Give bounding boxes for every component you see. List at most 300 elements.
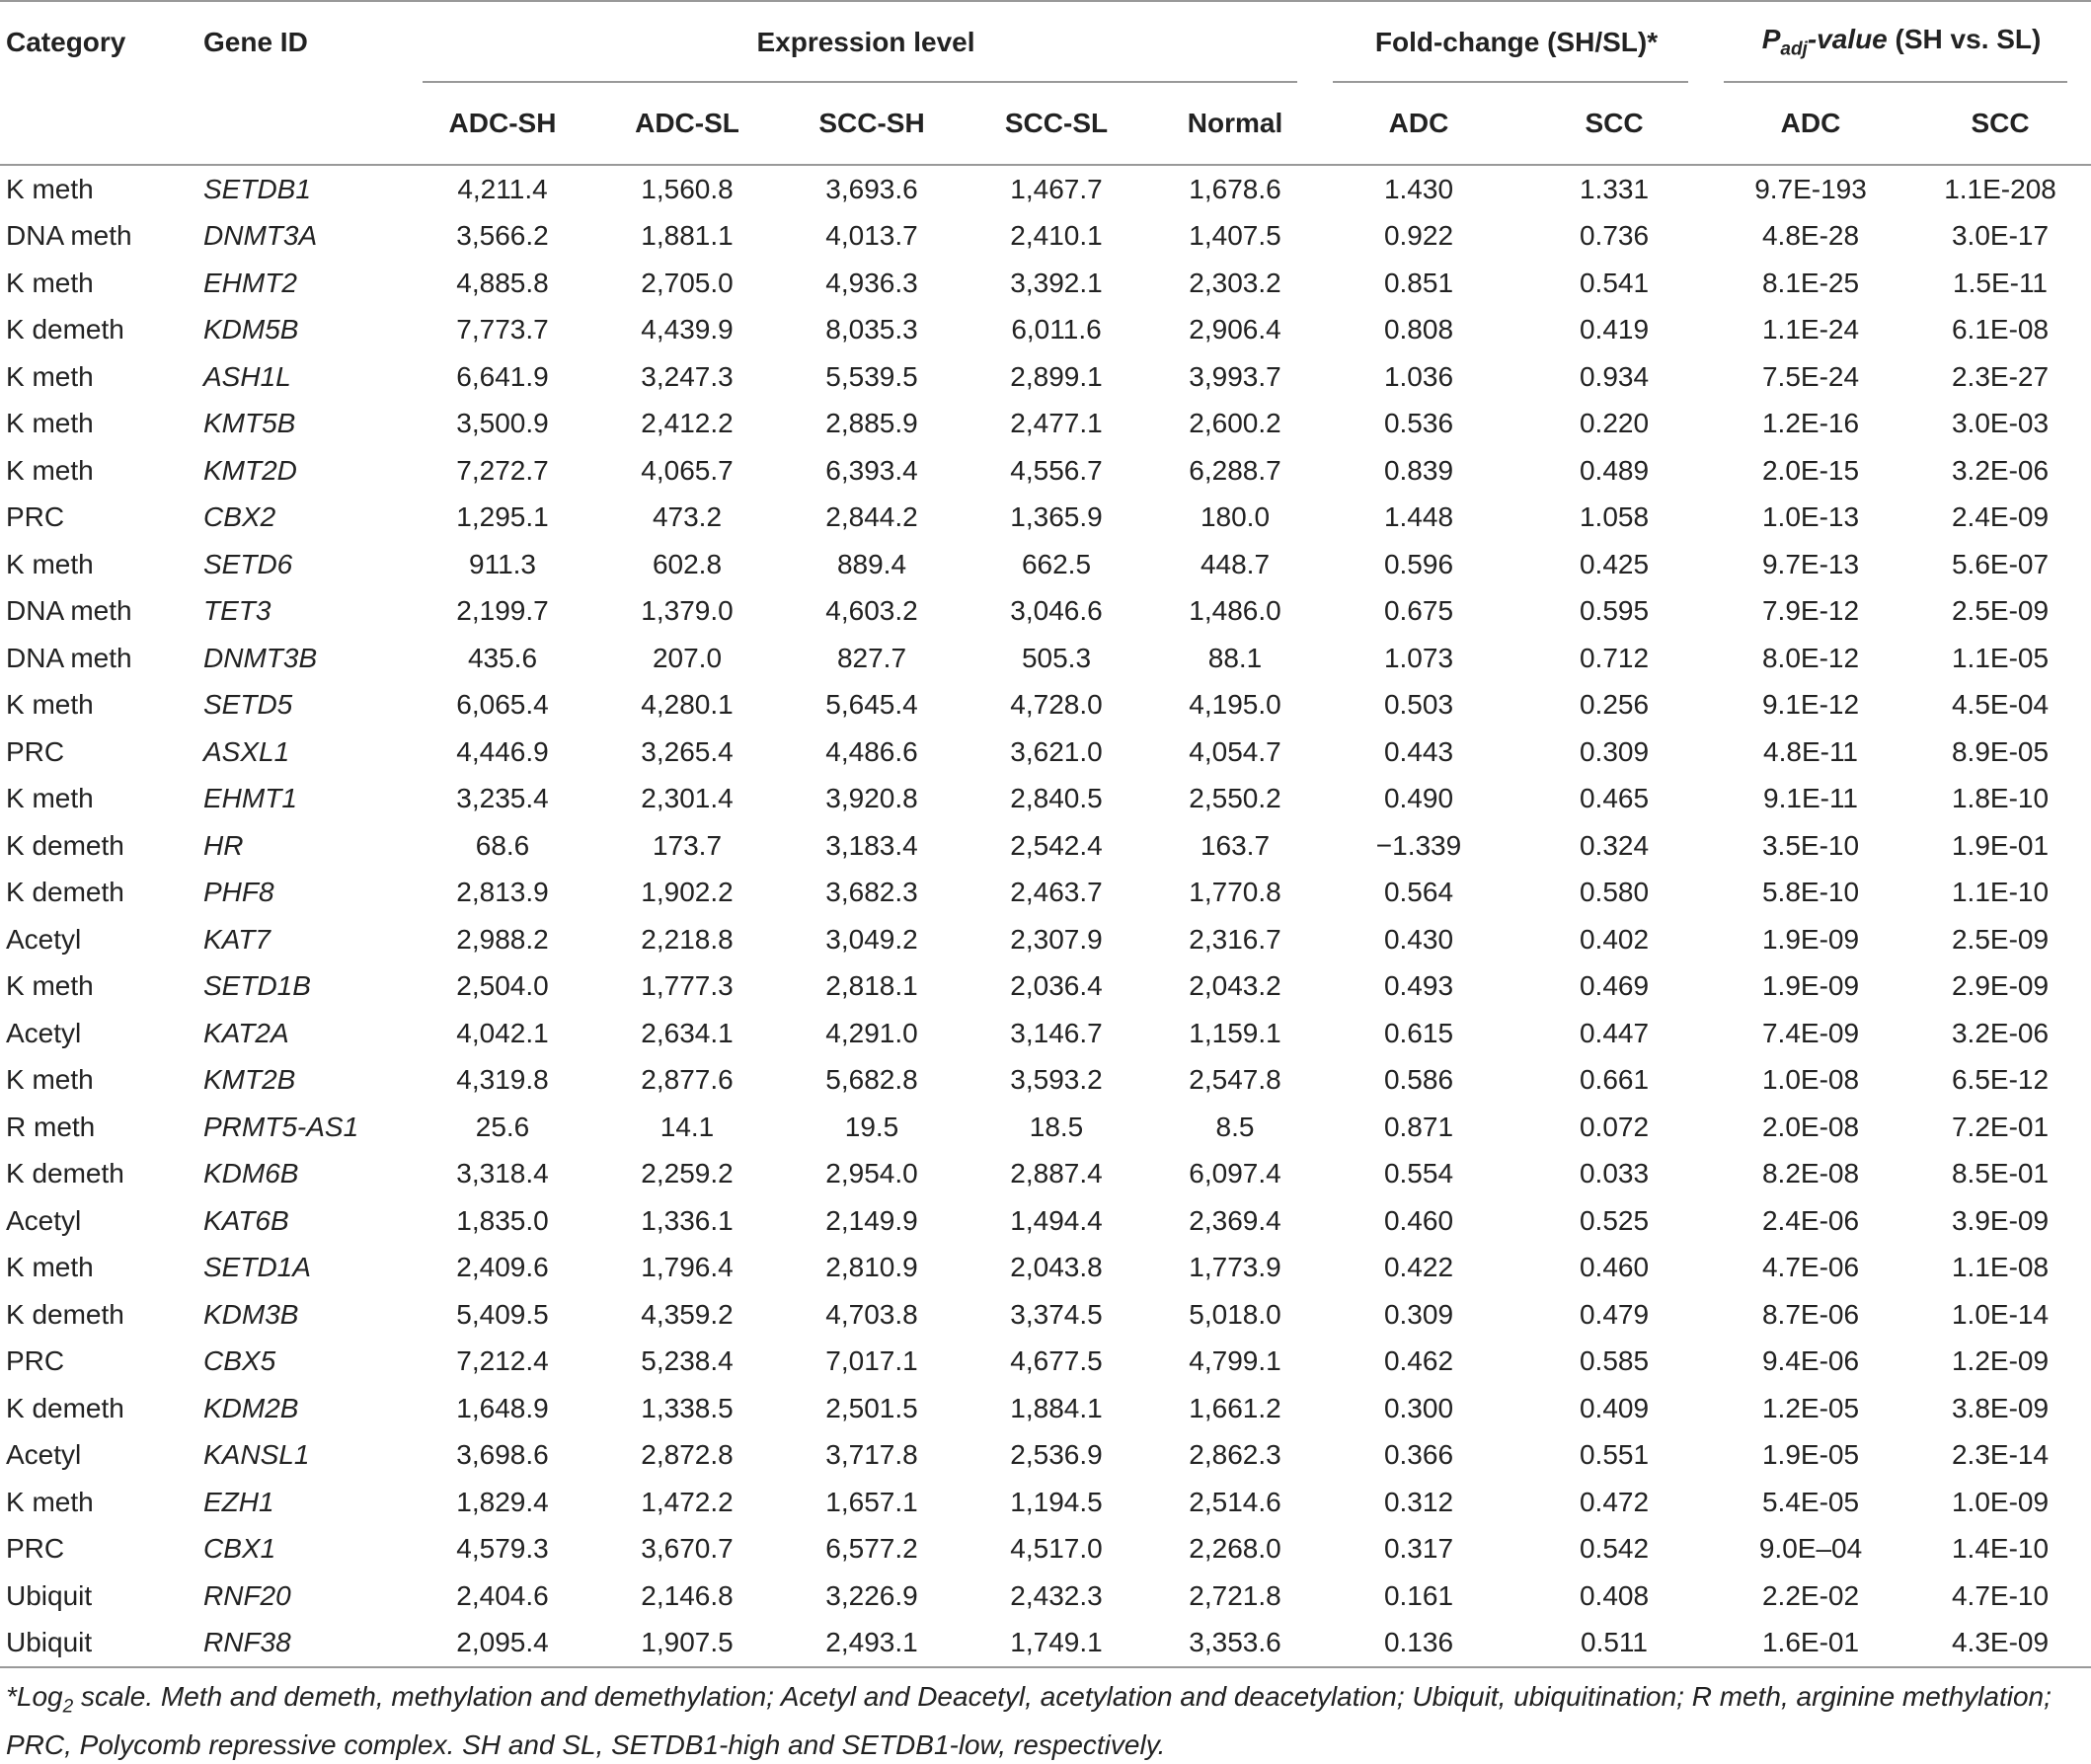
cell-scc-sh: 4,291.0: [825, 1017, 918, 1048]
cell-fc-adc: 0.462: [1383, 1345, 1454, 1377]
cell-normal: 4,195.0: [1189, 689, 1281, 721]
cell-padj-scc: 3.0E-17: [1951, 220, 2050, 252]
cell-normal: 1,661.2: [1189, 1392, 1281, 1423]
cell-adc-sl: 1,902.2: [641, 877, 734, 908]
cell-padj-scc: 4.3E-09: [1909, 1620, 2091, 1668]
cell-adc-sh: 1,295.1: [456, 501, 549, 533]
cell-adc-sh: 435.6: [467, 642, 538, 673]
cell-adc-sh: 2,199.7: [456, 595, 549, 627]
cell-fc-scc: 0.402: [1579, 923, 1650, 955]
cell-fc-scc: 0.425: [1579, 548, 1650, 579]
cell-scc-sl: 2,536.9: [1010, 1439, 1103, 1471]
cell-scc-sl: 3,392.1: [1010, 267, 1103, 298]
cell-scc-sl: 2,887.4: [1010, 1158, 1103, 1189]
cell-fc-adc: 0.851: [1383, 267, 1454, 298]
cell-fc-scc: 0.309: [1579, 735, 1650, 767]
cell-gene-id: KDM6B: [203, 1158, 299, 1189]
cell-scc-sh: 6,577.2: [825, 1533, 918, 1565]
header-gene-id: Gene ID: [199, 1, 411, 83]
cell-fc-scc: 0.511: [1516, 1620, 1712, 1668]
cell-scc-sh: 7,017.1: [825, 1345, 918, 1377]
cell-padj-scc: 8.5E-01: [1951, 1158, 2050, 1189]
cell-scc-sh: 3,682.3: [825, 877, 918, 908]
cell-normal: 2,862.3: [1189, 1439, 1281, 1471]
cell-category: Acetyl: [6, 1439, 82, 1471]
cell-adc-sh: 5,409.5: [456, 1298, 549, 1330]
cell-adc-sh: 6,065.4: [456, 689, 549, 721]
cell-category: DNA meth: [6, 595, 132, 627]
cell-category: Acetyl: [6, 1017, 82, 1048]
cell-padj-adc: 8.7E-06: [1761, 1298, 1860, 1330]
cell-fc-scc: 0.419: [1579, 314, 1650, 345]
cell-category: K demeth: [6, 829, 124, 861]
cell-scc-sl: 4,728.0: [1010, 689, 1103, 721]
table-row: [0, 353, 2091, 401]
cell-adc-sl: 3,265.4: [641, 735, 734, 767]
cell-padj-scc: 2.4E-09: [1951, 501, 2050, 533]
cell-fc-adc: 0.503: [1383, 689, 1454, 721]
cell-padj-adc: 9.1E-12: [1761, 689, 1860, 721]
cell-padj-adc: 7.5E-24: [1761, 360, 1860, 392]
cell-category: K meth: [6, 689, 94, 721]
table-row: [0, 1057, 2091, 1105]
cell-scc-sh: 4,703.8: [825, 1298, 918, 1330]
cell-adc-sh: 4,042.1: [456, 1017, 549, 1048]
cell-fc-adc: 0.366: [1383, 1439, 1454, 1471]
cell-padj-scc: 2.9E-09: [1951, 970, 2050, 1002]
cell-adc-sl: 1,336.1: [641, 1204, 734, 1236]
cell-padj-scc: 1.0E-14: [1951, 1298, 2050, 1330]
cell-scc-sl: 1,365.9: [1010, 501, 1103, 533]
cell-scc-sh: 4,013.7: [825, 220, 918, 252]
cell-scc-sl: 3,621.0: [1010, 735, 1103, 767]
cell-scc-sl: 505.3: [1021, 642, 1092, 673]
cell-scc-sh: 3,183.4: [825, 829, 918, 861]
cell-gene-id: ASH1L: [203, 360, 291, 392]
cell-scc-sh: 2,954.0: [825, 1158, 918, 1189]
cell-padj-adc: 8.2E-08: [1761, 1158, 1860, 1189]
cell-gene-id: CBX5: [203, 1345, 276, 1377]
cell-normal: 2,369.4: [1189, 1204, 1281, 1236]
cell-padj-scc: 1.9E-01: [1951, 829, 2050, 861]
cell-scc-sl: 1,467.7: [1010, 173, 1103, 204]
cell-padj-adc: 7.4E-09: [1761, 1017, 1860, 1048]
cell-adc-sl: 1,881.1: [641, 220, 734, 252]
cell-category: K demeth: [6, 877, 124, 908]
cell-scc-sh: 3,049.2: [825, 923, 918, 955]
cell-adc-sh: 68.6: [475, 829, 530, 861]
cell-scc-sh: 19.5: [844, 1111, 899, 1142]
cell-padj-adc: 2.4E-06: [1761, 1204, 1860, 1236]
cell-adc-sl: 207.0: [652, 642, 723, 673]
table-row: [0, 1620, 2091, 1668]
cell-category: Acetyl: [6, 923, 82, 955]
cell-fc-adc: 0.161: [1383, 1579, 1454, 1611]
cell-category: DNA meth: [6, 220, 132, 252]
table-row: [0, 1432, 2091, 1480]
cell-gene-id: TET3: [203, 595, 271, 627]
cell-adc-sh: 4,579.3: [456, 1533, 549, 1565]
header-normal: Normal: [1149, 83, 1321, 165]
cell-padj-adc: 9.1E-11: [1763, 783, 1859, 814]
table-row: [0, 822, 2091, 870]
cell-padj-scc: 3.9E-09: [1951, 1204, 2050, 1236]
cell-category: K demeth: [6, 1158, 124, 1189]
cell-gene-id: HR: [203, 829, 244, 861]
cell-scc-sh: 8,035.3: [825, 314, 918, 345]
cell-normal: 2,547.8: [1189, 1064, 1281, 1096]
header-adc-sl: ADC-SL: [594, 83, 780, 165]
cell-adc-sl: 473.2: [652, 501, 723, 533]
cell-adc-sl: 14.1: [659, 1111, 715, 1142]
cell-padj-adc: 5.4E-05: [1761, 1486, 1860, 1517]
cell-normal: 4,799.1: [1189, 1345, 1281, 1377]
cell-fc-scc: 0.934: [1579, 360, 1650, 392]
cell-normal: 1,159.1: [1189, 1017, 1281, 1048]
cell-fc-scc: 0.661: [1579, 1064, 1650, 1096]
cell-adc-sl: 2,301.4: [641, 783, 734, 814]
cell-scc-sl: 2,899.1: [1010, 360, 1103, 392]
header-category: Category: [0, 1, 199, 83]
cell-scc-sh: 4,936.3: [825, 267, 918, 298]
cell-normal: 1,486.0: [1189, 595, 1281, 627]
cell-category: Acetyl: [6, 1204, 82, 1236]
cell-padj-scc: 6.5E-12: [1951, 1064, 2050, 1096]
cell-adc-sh: 2,095.4: [411, 1620, 594, 1668]
cell-adc-sh: 3,698.6: [456, 1439, 549, 1471]
cell-fc-adc: 0.460: [1383, 1204, 1454, 1236]
cell-adc-sh: 1,835.0: [456, 1204, 549, 1236]
cell-normal: 2,268.0: [1189, 1533, 1281, 1565]
cell-adc-sh: 4,446.9: [456, 735, 549, 767]
cell-fc-scc: 0.033: [1579, 1158, 1650, 1189]
header-padj-value: $P_{adj}$-value (SH vs. SL): [1712, 1, 2091, 83]
cell-padj-scc: 3.2E-06: [1951, 454, 2050, 486]
cell-padj-adc: 2.0E-15: [1761, 454, 1860, 486]
cell-padj-scc: 1.1E-08: [1951, 1252, 2050, 1283]
cell-fc-adc: 1.036: [1383, 360, 1454, 392]
cell-scc-sl: 1,884.1: [1010, 1392, 1103, 1423]
cell-normal: 1,773.9: [1189, 1252, 1281, 1283]
cell-gene-id: KDM5B: [203, 314, 299, 345]
cell-padj-adc: 1.1E-24: [1761, 314, 1860, 345]
cell-scc-sh: 4,486.6: [825, 735, 918, 767]
table-row: [0, 1197, 2091, 1245]
cell-normal: 2,721.8: [1189, 1579, 1281, 1611]
cell-category: Ubiquit: [6, 1579, 93, 1611]
cell-gene-id: EHMT1: [203, 783, 297, 814]
cell-normal: 180.0: [1200, 501, 1271, 533]
cell-padj-adc: 1.6E-01: [1712, 1620, 1909, 1668]
cell-adc-sl: 2,634.1: [641, 1017, 734, 1048]
cell-gene-id: KMT2B: [203, 1064, 296, 1096]
cell-scc-sh: 6,393.4: [825, 454, 918, 486]
cell-scc-sh: 2,493.1: [780, 1620, 964, 1668]
cell-fc-scc: 0.585: [1579, 1345, 1650, 1377]
cell-category: K demeth: [6, 1298, 124, 1330]
cell-fc-scc: 0.408: [1579, 1579, 1650, 1611]
cell-scc-sl: 2,477.1: [1010, 408, 1103, 439]
cell-normal: 1,770.8: [1189, 877, 1281, 908]
table-row: [0, 307, 2091, 354]
cell-padj-scc: 4.5E-04: [1951, 689, 2050, 721]
cell-gene-id: KAT6B: [203, 1204, 289, 1236]
cell-scc-sh: 5,682.8: [825, 1064, 918, 1096]
table-body: [0, 165, 2091, 1667]
cell-gene-id: RNF38: [199, 1620, 411, 1668]
cell-fc-adc: 1.073: [1383, 642, 1454, 673]
cell-scc-sl: 662.5: [1021, 548, 1092, 579]
cell-category: K meth: [6, 783, 94, 814]
header-expression-level: Expression level: [411, 1, 1321, 83]
cell-fc-adc: 0.312: [1383, 1486, 1454, 1517]
cell-adc-sl: 4,359.2: [641, 1298, 734, 1330]
cell-padj-adc: 1.2E-16: [1761, 408, 1860, 439]
cell-padj-adc: 1.9E-05: [1761, 1439, 1860, 1471]
table-row: [0, 213, 2091, 261]
cell-padj-scc: 8.9E-05: [1951, 735, 2050, 767]
cell-adc-sl: 1,907.5: [594, 1620, 780, 1668]
cell-adc-sh: 1,829.4: [456, 1486, 549, 1517]
table-row: [0, 165, 2091, 213]
cell-adc-sh: 3,318.4: [456, 1158, 549, 1189]
cell-adc-sl: 173.7: [652, 829, 723, 861]
cell-category: K meth: [6, 173, 94, 204]
cell-padj-adc: 1.9E-09: [1761, 923, 1860, 955]
cell-category: K meth: [6, 1064, 94, 1096]
cell-padj-scc: 6.1E-08: [1951, 314, 2050, 345]
cell-scc-sh: 889.4: [836, 548, 907, 579]
header-padj-adc: ADC: [1712, 83, 1909, 165]
cell-gene-id: SETDB1: [203, 173, 311, 204]
cell-normal: 1,407.5: [1189, 220, 1281, 252]
cell-category: K meth: [6, 1486, 94, 1517]
cell-fc-adc: 0.536: [1383, 408, 1454, 439]
cell-adc-sl: 602.8: [652, 548, 723, 579]
table-header: [0, 1, 2091, 165]
cell-gene-id: EHMT2: [203, 267, 297, 298]
header-fold-change: Fold-change (SH/SL)*: [1321, 1, 1712, 83]
cell-padj-scc: 2.3E-27: [1951, 360, 2050, 392]
cell-scc-sl: 3,146.7: [1010, 1017, 1103, 1048]
cell-adc-sl: 1,777.3: [641, 970, 734, 1002]
cell-normal: 448.7: [1200, 548, 1271, 579]
cell-scc-sh: 3,920.8: [825, 783, 918, 814]
table-row: [0, 729, 2091, 776]
cell-category: K meth: [6, 267, 94, 298]
cell-normal: 3,993.7: [1189, 360, 1281, 392]
cell-adc-sh: 2,404.6: [456, 1579, 549, 1611]
cell-gene-id: KDM2B: [203, 1392, 299, 1423]
cell-fc-adc: 1.430: [1383, 173, 1454, 204]
cell-scc-sl: 3,374.5: [1010, 1298, 1103, 1330]
header-padj-scc: SCC: [1909, 83, 2091, 165]
cell-adc-sl: 1,379.0: [641, 595, 734, 627]
cell-adc-sl: 4,280.1: [641, 689, 734, 721]
header-fc-scc: SCC: [1516, 83, 1712, 165]
cell-adc-sl: 2,259.2: [641, 1158, 734, 1189]
cell-category: K meth: [6, 360, 94, 392]
cell-fc-scc: 0.472: [1579, 1486, 1650, 1517]
cell-padj-scc: 1.1E-208: [1944, 173, 2056, 204]
table-row: [0, 1479, 2091, 1526]
cell-fc-scc: 0.072: [1579, 1111, 1650, 1142]
cell-padj-adc: 7.9E-12: [1761, 595, 1860, 627]
cell-scc-sl: 1,749.1: [964, 1620, 1149, 1668]
cell-adc-sl: 1,560.8: [641, 173, 734, 204]
cell-fc-adc: −1.339: [1375, 829, 1462, 861]
cell-scc-sl: 4,517.0: [1010, 1533, 1103, 1565]
cell-adc-sl: 1,338.5: [641, 1392, 734, 1423]
cell-gene-id: RNF20: [203, 1579, 291, 1611]
cell-scc-sh: 3,693.6: [825, 173, 918, 204]
cell-padj-scc: 3.2E-06: [1951, 1017, 2050, 1048]
cell-scc-sl: 4,677.5: [1010, 1345, 1103, 1377]
cell-padj-scc: 2.5E-09: [1951, 923, 2050, 955]
cell-scc-sh: 2,149.9: [825, 1204, 918, 1236]
cell-fc-scc: 0.324: [1579, 829, 1650, 861]
cell-normal: 88.1: [1207, 642, 1263, 673]
cell-normal: 2,316.7: [1189, 923, 1281, 955]
table-row: [0, 1572, 2091, 1620]
cell-adc-sh: 7,272.7: [456, 454, 549, 486]
cell-scc-sl: 3,046.6: [1010, 595, 1103, 627]
cell-category: R meth: [6, 1111, 96, 1142]
table-row: [0, 682, 2091, 729]
cell-scc-sh: 2,818.1: [825, 970, 918, 1002]
footnote-line-2: PRC, Polycomb repressive complex. SH and SL, SETDB1-high and SETDB1-low, respectively.: [6, 1728, 1166, 1760]
cell-padj-adc: 5.8E-10: [1761, 877, 1860, 908]
cell-fc-adc: 0.922: [1383, 220, 1454, 252]
cell-category: K meth: [6, 454, 94, 486]
cell-fc-scc: 1.058: [1579, 501, 1650, 533]
cell-padj-adc: 4.8E-28: [1761, 220, 1860, 252]
cell-adc-sl: 2,877.6: [641, 1064, 734, 1096]
cell-fc-adc: 0.430: [1383, 923, 1454, 955]
cell-gene-id: SETD1A: [203, 1252, 311, 1283]
cell-category: Ubiquit: [0, 1620, 199, 1668]
cell-gene-id: EZH1: [203, 1486, 274, 1517]
cell-fc-adc: 0.839: [1383, 454, 1454, 486]
cell-fc-adc: 0.808: [1383, 314, 1454, 345]
cell-fc-adc: 0.675: [1383, 595, 1454, 627]
cell-scc-sh: 1,657.1: [825, 1486, 918, 1517]
cell-adc-sl: 5,238.4: [641, 1345, 734, 1377]
cell-adc-sh: 3,235.4: [456, 783, 549, 814]
cell-normal: 1,678.6: [1189, 173, 1281, 204]
cell-fc-adc: 0.422: [1383, 1252, 1454, 1283]
cell-adc-sh: 4,885.8: [456, 267, 549, 298]
cell-padj-adc: 2.2E-02: [1761, 1579, 1860, 1611]
cell-adc-sh: 3,566.2: [456, 220, 549, 252]
table-row: [0, 1526, 2091, 1573]
cell-gene-id: KAT2A: [203, 1017, 289, 1048]
table-row: [0, 541, 2091, 588]
cell-adc-sh: 2,409.6: [456, 1252, 549, 1283]
cell-fc-adc: 0.309: [1383, 1298, 1454, 1330]
table-row: [0, 401, 2091, 448]
cell-scc-sl: 2,432.3: [1010, 1579, 1103, 1611]
cell-category: K demeth: [6, 314, 124, 345]
cell-padj-adc: 1.0E-08: [1761, 1064, 1860, 1096]
cell-normal: 3,353.6: [1149, 1620, 1321, 1668]
table-row: [0, 260, 2091, 307]
cell-fc-adc: 0.490: [1383, 783, 1454, 814]
cell-gene-id: SETD5: [203, 689, 293, 721]
table-footnote: [6, 1678, 2079, 1764]
cell-padj-adc: 4.7E-06: [1761, 1252, 1860, 1283]
cell-fc-scc: 0.409: [1579, 1392, 1650, 1423]
cell-fc-adc: 1.448: [1383, 501, 1454, 533]
table-row: [0, 916, 2091, 963]
cell-scc-sl: 3,593.2: [1010, 1064, 1103, 1096]
cell-scc-sh: 2,810.9: [825, 1252, 918, 1283]
cell-adc-sl: 2,705.0: [641, 267, 734, 298]
cell-scc-sh: 827.7: [836, 642, 907, 673]
table-row: [0, 1010, 2091, 1057]
cell-gene-id: PRMT5-AS1: [203, 1111, 359, 1142]
cell-adc-sl: 4,439.9: [641, 314, 734, 345]
cell-padj-adc: 8.1E-25: [1761, 267, 1860, 298]
cell-adc-sh: 7,773.7: [456, 314, 549, 345]
cell-gene-id: PHF8: [203, 877, 274, 908]
cell-adc-sh: 25.6: [475, 1111, 530, 1142]
cell-fc-scc: 0.595: [1579, 595, 1650, 627]
table-row: [0, 447, 2091, 495]
table-row: [0, 495, 2091, 542]
cell-category: K meth: [6, 1252, 94, 1283]
cell-padj-scc: 1.4E-10: [1951, 1533, 2050, 1565]
cell-adc-sl: 1,472.2: [641, 1486, 734, 1517]
cell-gene-id: KANSL1: [203, 1439, 310, 1471]
cell-normal: 2,514.6: [1189, 1486, 1281, 1517]
cell-fc-adc: 0.317: [1383, 1533, 1454, 1565]
cell-gene-id: DNMT3B: [203, 642, 318, 673]
cell-padj-adc: 1.0E-13: [1761, 501, 1860, 533]
cell-normal: 2,550.2: [1189, 783, 1281, 814]
header-scc-sl: SCC-SL: [964, 83, 1149, 165]
cell-scc-sh: 4,603.2: [825, 595, 918, 627]
cell-category: PRC: [6, 501, 65, 533]
cell-fc-scc: 0.489: [1579, 454, 1650, 486]
cell-scc-sh: 2,885.9: [825, 408, 918, 439]
cell-normal: 8.5: [1215, 1111, 1255, 1142]
cell-scc-sh: 5,539.5: [825, 360, 918, 392]
table-row: [0, 1245, 2091, 1292]
cell-padj-scc: 7.2E-01: [1951, 1111, 2050, 1142]
cell-fc-scc: 0.525: [1579, 1204, 1650, 1236]
cell-fc-scc: 0.465: [1579, 783, 1650, 814]
cell-scc-sl: 2,840.5: [1010, 783, 1103, 814]
cell-adc-sh: 2,504.0: [456, 970, 549, 1002]
cell-padj-adc: 1.9E-09: [1761, 970, 1860, 1002]
table-row: [0, 1339, 2091, 1386]
cell-fc-adc: 0.564: [1383, 877, 1454, 908]
footnote-line-1: *Log$_2$ scale. Meth and demeth, methylation and demethylation; Acetyl and Deacetyl, acetylation and deacetylation; Ubiquit, ubiquitination; R meth, arginine methylation;: [6, 1681, 2052, 1718]
cell-fc-scc: 0.460: [1579, 1252, 1650, 1283]
cell-scc-sh: 3,226.9: [825, 1579, 918, 1611]
cell-scc-sl: 6,011.6: [1011, 314, 1102, 345]
cell-fc-scc: 0.542: [1579, 1533, 1650, 1565]
cell-gene-id: KMT5B: [203, 408, 296, 439]
table-row: [0, 1151, 2091, 1198]
cell-adc-sh: 1,648.9: [456, 1392, 549, 1423]
table-row: [0, 1104, 2091, 1151]
cell-normal: 2,600.2: [1189, 408, 1281, 439]
cell-adc-sl: 2,412.2: [641, 408, 734, 439]
cell-normal: 4,054.7: [1189, 735, 1281, 767]
cell-category: K demeth: [6, 1392, 124, 1423]
